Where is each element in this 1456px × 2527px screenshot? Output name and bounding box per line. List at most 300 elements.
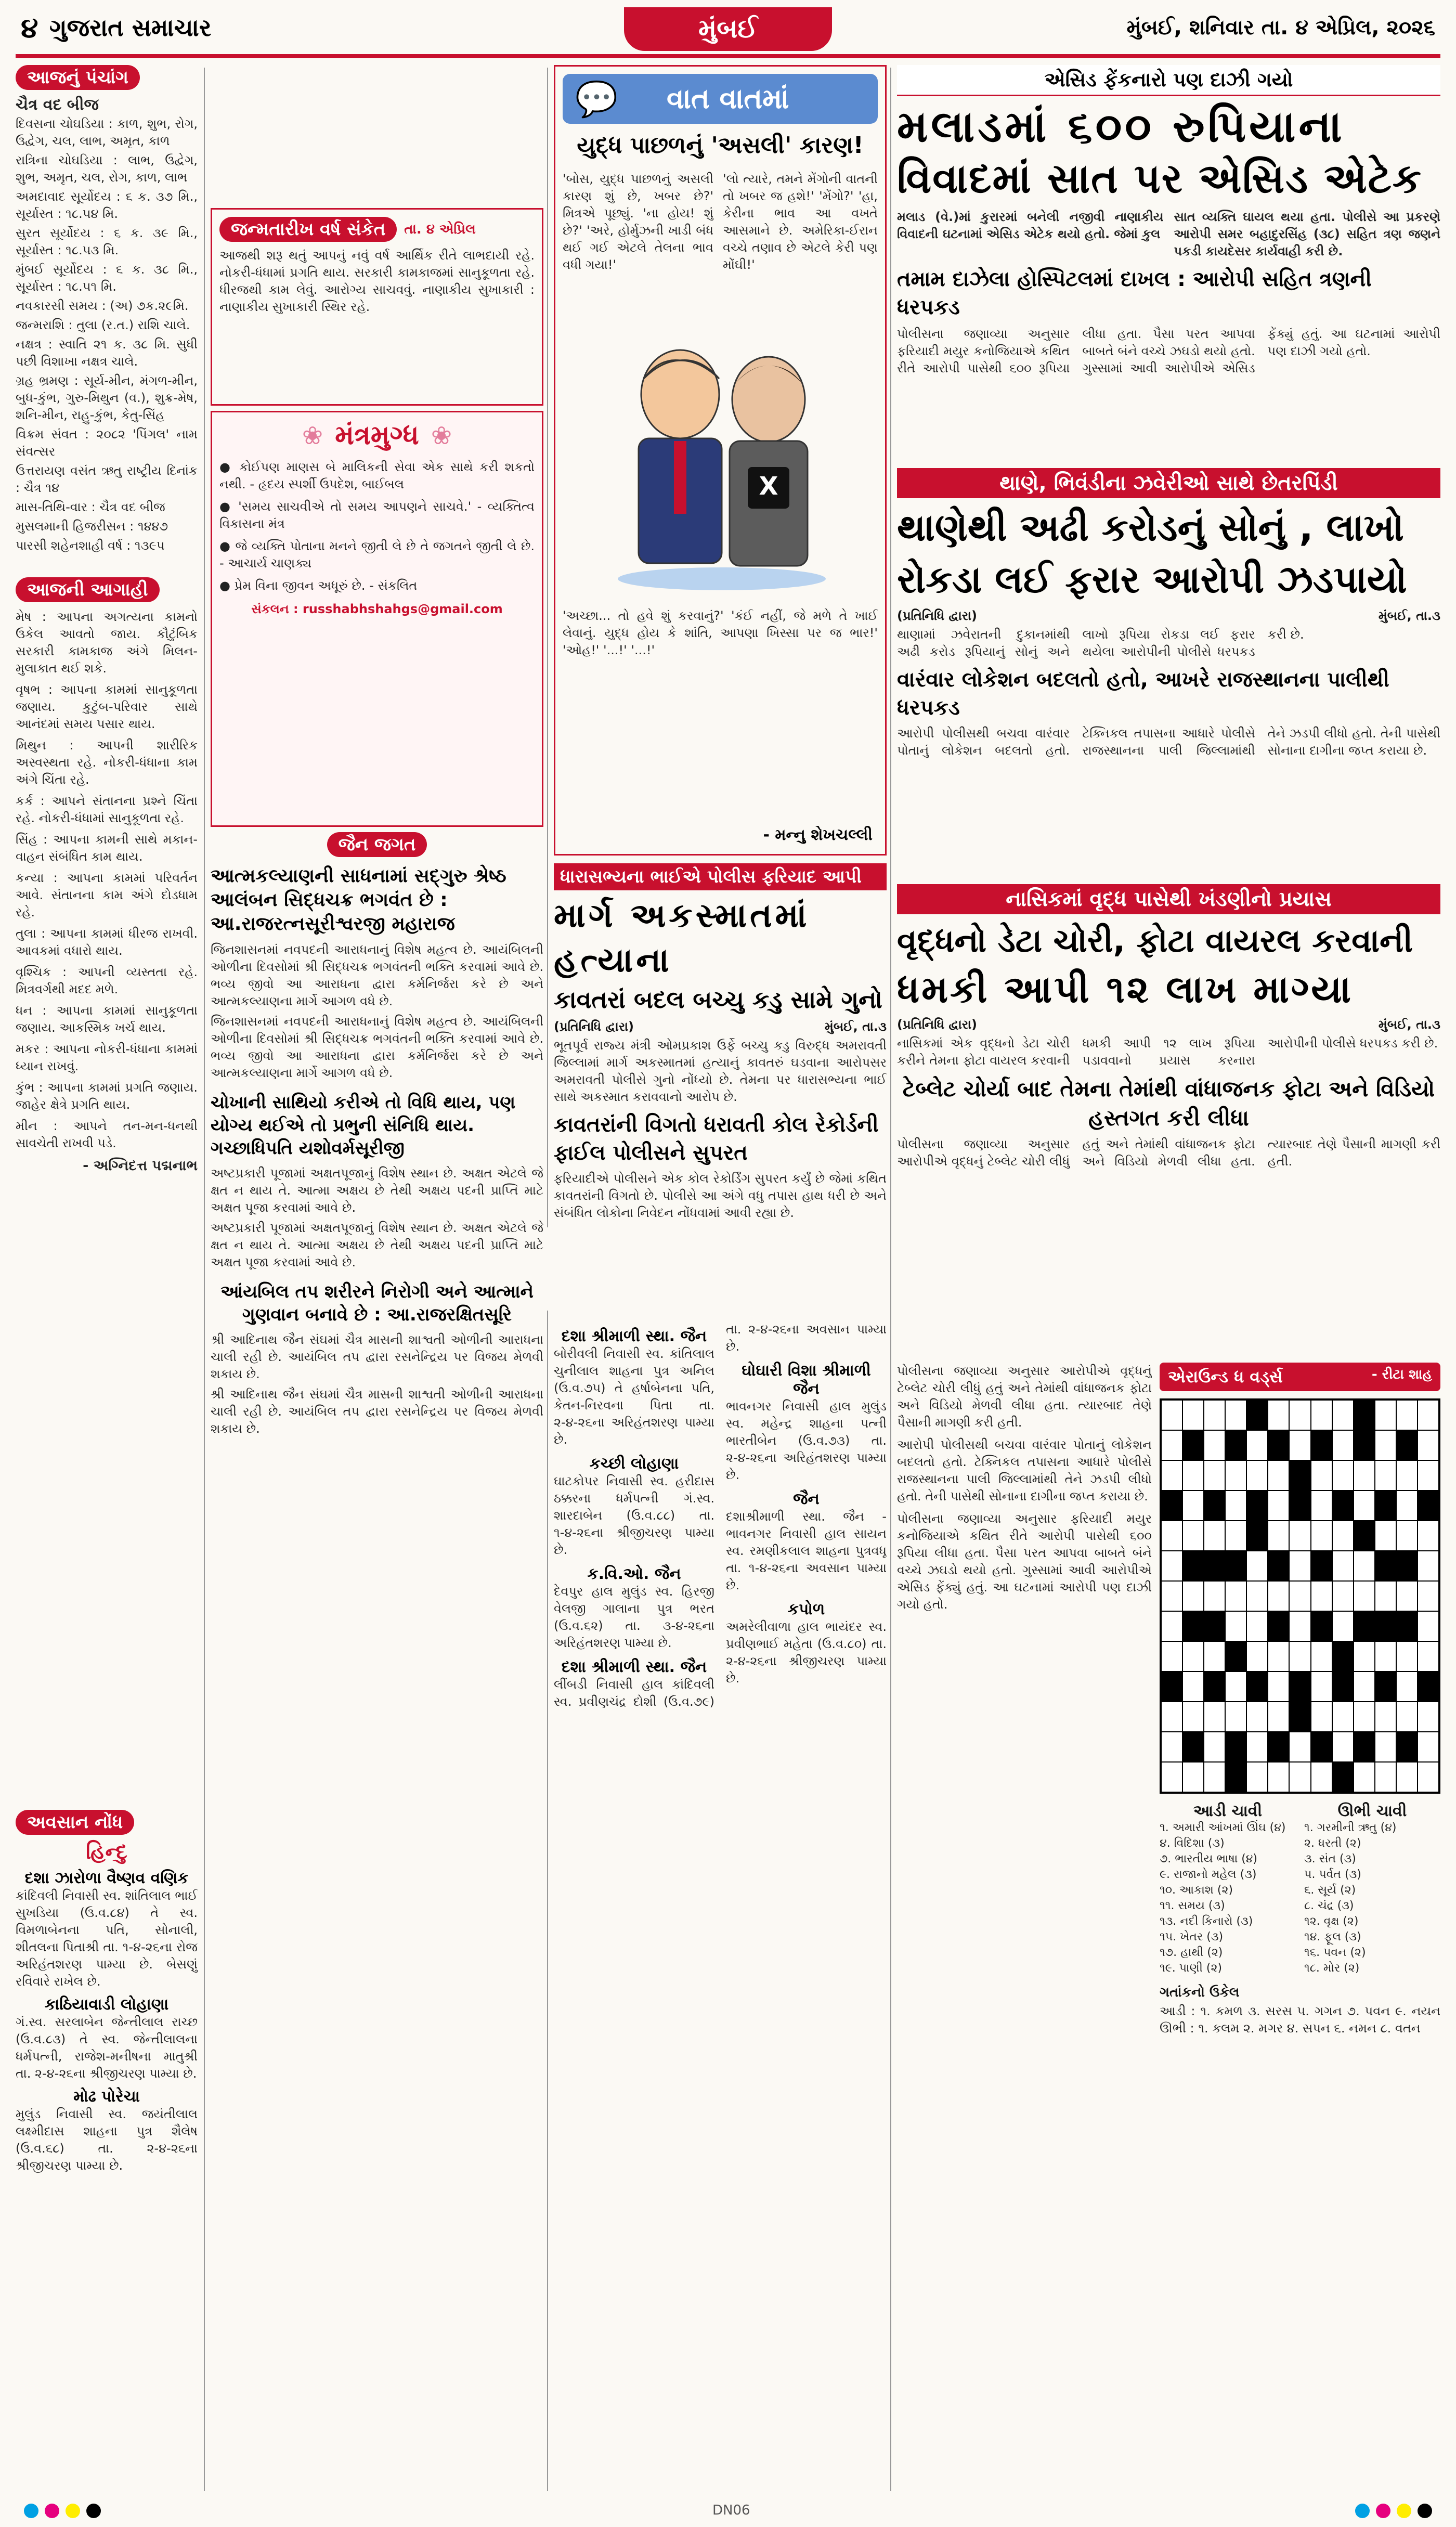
crossword-block (1225, 1430, 1246, 1460)
crossword-header (1160, 1363, 1440, 1391)
crossword-cell[interactable] (1418, 1551, 1439, 1581)
crossword-cell[interactable] (1396, 1460, 1418, 1491)
crossword-answers: આડી : ૧. કમળ ૩. સરસ ૫. ગગન ૭. પવન ૯. નયન ઊભી : ૧. કલમ ૨. મગર ૪. સપન ૬. નમન ૮. વતન (1160, 2004, 1440, 2036)
thane-body: થાણામાં ઝવેરાતની દુકાનમાંથી અઢી કરોડ રૂપિયાનું સોનું અને લાખો રૂપિયા રોકડા લઈ ફરાર થયેલા આરોપીની પોલીસે ધરપકડ કરી છે. (897, 627, 1304, 659)
crossword-block (1182, 1732, 1204, 1762)
thane-headline-2: રોકડા લઈ ફરાર આરોપી ઝડપાયો (897, 558, 1407, 601)
crossword-cell[interactable] (1182, 1521, 1204, 1551)
crossword-cell[interactable] (1354, 1702, 1375, 1732)
crossword-cell[interactable] (1418, 1702, 1439, 1732)
crossword-cell[interactable] (1204, 1581, 1225, 1611)
crossword-cell[interactable] (1161, 1732, 1182, 1762)
thane-headline-1: થાણેથી અઢી કરોડનું સોનું , લાખો (897, 506, 1404, 549)
across-title: આડી ચાવી (1193, 1802, 1263, 1820)
crossword-block (1225, 1762, 1246, 1792)
across-clue: ૧૯. પાણી (૨) (1160, 1962, 1223, 1975)
crossword-cell[interactable] (1225, 1491, 1246, 1521)
crossword-cell[interactable] (1311, 1702, 1332, 1732)
crossword-cell[interactable] (1375, 1762, 1396, 1792)
aagahi-author: - અગ્નિદત્ત પદ્મનાભ (83, 1158, 198, 1174)
marg-sub: કાવતરાંની વિગતો ધરાવતી કોલ રેકોર્ડની ફાઈલ પોલીસને સુપરત (554, 1113, 879, 1165)
crossword-block (1311, 1611, 1332, 1641)
acid-lead-left: મલાડ (વે.)માં કુરારમાં બનેલી નજીવી નાણાકીય વિવાદની ઘટનામાં એસિડ એટેક થયો હતો. જેમાં કુલ (897, 210, 1164, 241)
crossword-cell[interactable] (1204, 1641, 1225, 1671)
crossword-cell[interactable] (1204, 1762, 1225, 1792)
crossword-cell[interactable] (1204, 1460, 1225, 1491)
down-clue: ૧૪. ફૂલ (૩) (1304, 1930, 1361, 1943)
crossword-block (1396, 1611, 1418, 1641)
obituary-body: અમરેલીવાળા હાલ ભાયંદર સ્વ. પ્રવીણભાઈ મહેતા (ઉ.વ.૮૦) તા. ૨-૪-૨૬ના શ્રીજીચરણ પામ્યા છે. (726, 1619, 887, 1686)
obituary-title: અવસાન નોંધ (16, 1810, 134, 1835)
crossword-cell[interactable] (1311, 1641, 1332, 1671)
jain-body-3b: શ્રી આદિનાથ જૈન સંઘમાં ચૈત્ર માસની શાશ્વતી ઓળીની આરાધના ચાલી રહી છે. આયંબિલ તપ દ્વારા રસનેન્દ્રિય પર વિજય મેળવી શકાય છે. (211, 1387, 543, 1436)
crossword-cell[interactable] (1161, 1521, 1182, 1551)
crossword-cell[interactable] (1354, 1581, 1375, 1611)
crossword-cell[interactable] (1332, 1400, 1354, 1430)
obituary-head: દશા શ્રીમાળી સ્થા. જૈન (561, 1327, 707, 1345)
crossword-cell[interactable] (1396, 1521, 1418, 1551)
crossword-cell[interactable] (1246, 1732, 1268, 1762)
obituary-body: બોરીવલી નિવાસી સ્વ. કાંતિલાલ ચુનીલાલ શાહના પુત્ર અનિલ (ઉ.વ.૭૫) તે હર્ષાબેનના પતિ, કેતન-નિરવના પિતા તા. ૨-૪-૨૬ના અરિહંતશરણ પામ્યા છે. (554, 1346, 714, 1447)
down-clue: ૧. ગરમીની ઋતુ (૪) (1304, 1821, 1397, 1834)
crossword-cell[interactable] (1332, 1460, 1354, 1491)
acid-headline-1: મલાડમાં ૬૦૦ રુપિયાના (897, 101, 1345, 152)
crossword-cell[interactable] (1204, 1521, 1225, 1551)
rashi-item: વૃશ્ચિક : આપની વ્યસ્તતા રહે. મિત્રવર્ગથી મદદ મળે. (16, 965, 198, 996)
page-number: ૪ (21, 11, 38, 44)
vaat-col3: 'અચ્છા... તો હવે શું કરવાનું?' 'કંઈ નહીં, જે મળે તે ખાઈ લેવાનું. યુદ્ધ હોય કે શાંતિ, આપણા ખિસ્સા પર જ ભાર!' 'ઓહ!' '...!' '...!' (563, 608, 878, 657)
crossword-cell[interactable] (1418, 1430, 1439, 1460)
thane-source: (પ્રતિનિધિ દ્વારા) (897, 608, 978, 623)
panchang-line: સુરત સૂર્યોદય : ૬ ક. ૩૯ મિ., સૂર્યાસ્ત : ૧૮.૫૩ મિ. (16, 226, 198, 257)
crossword-cell[interactable] (1289, 1641, 1310, 1671)
crossword-cell[interactable] (1161, 1400, 1182, 1430)
crossword-block (1225, 1641, 1246, 1671)
crossword-cell[interactable] (1311, 1671, 1332, 1702)
crossword-cell[interactable] (1182, 1671, 1204, 1702)
across-clue: ૧૧. સમય (૩) (1160, 1899, 1225, 1912)
crossword-cell[interactable] (1268, 1762, 1289, 1792)
crossword-block (1268, 1551, 1289, 1581)
crossword-cell[interactable] (1332, 1430, 1354, 1460)
crossword-cell[interactable] (1289, 1521, 1310, 1551)
jain-body-2b: અષ્ટપ્રકારી પૂજામાં અક્ષતપૂજાનું વિશેષ સ્થાન છે. અક્ષત એટલે જે ક્ષત ન થાય તે. આત્મા અક્ષય છે તેથી અક્ષય પદની પ્રાપ્તિ માટે અક્ષત પૂજા કરવામાં આવે છે. (211, 1221, 543, 1269)
vaat-title: વાત વાતમાં (667, 82, 789, 115)
crossword (1160, 1363, 1440, 2491)
acid-article (897, 65, 1440, 460)
panchang-line: જન્મરાશિ : તુલા (ર.ત.) રાશિ ચાલે. (16, 318, 190, 332)
answer-title: ગતાંકનો ઉકેલ (1160, 1985, 1240, 2000)
panchang-line: ઉત્તરાયણ વસંત ઋતુ રાષ્ટ્રીય દિનાંક : ચૈત્ર ૧૪ (16, 463, 198, 495)
crossword-block (1204, 1671, 1225, 1702)
down-clue: ૧૮. મોર (૨) (1304, 1962, 1360, 1975)
mantra-box (211, 411, 543, 827)
crossword-block (1396, 1551, 1418, 1581)
crossword-cell[interactable] (1289, 1762, 1310, 1792)
janmadin-box (211, 208, 543, 406)
marg-source: (પ્રતિનિધિ દ્વારા) (554, 1019, 634, 1034)
obituary-head: જૈન (793, 1490, 820, 1508)
marg-body-2: ફરિયાદીએ પોલીસને એક કોલ રેકોર્ડિંગ સુપરત કર્યું છે જેમાં કથિત કાવતરાંની વિગતો છે. પોલીસે આ અંગે વધુ તપાસ હાથ ધરી છે અને સંબંધિત લોકોના નિવેદન નોંધવામાં આવી રહ્યા છે. (554, 1171, 887, 1220)
crossword-cell[interactable] (1375, 1702, 1396, 1732)
crossword-cell[interactable] (1332, 1521, 1354, 1551)
obituary-body: દેવપુર હાલ મુલુંડ સ્વ. હિરજી વેલજી ગાલાના પુત્ર ભરત (ઉ.વ.૬૨) તા. ૩-૪-૨૬ના અરિહંતશરણ પામ્યા છે. (554, 1584, 714, 1650)
across-clues (1160, 1820, 1296, 1976)
crossword-cell[interactable] (1225, 1521, 1246, 1551)
crossword-block (1354, 1430, 1375, 1460)
jain-body-1: જિનશાસનમાં નવપદની આરાધનાનું વિશેષ મહત્વ છે. આયંબિલની ઓળીના દિવસોમાં શ્રી સિદ્ધચક્ર ભગવંતની ભક્તિ કરવામાં આવે છે. ભવ્ય જીવો આ આરાધના દ્વારા કર્મનિર્જરા કરે છે અને આત્મકલ્યાણના માર્ગે આગળ વધે છે. (211, 942, 543, 1008)
nashik-body-cont: પોલીસના જણાવ્યા અનુસાર આરોપીએ વૃદ્ધનું ટેબ્લેટ ચોરી લીધું હતું અને તેમાંથી વાંધાજનક ફોટા અને વિડિયો મેળવી લીધા હતા. ત્યારબાદ તેણે પૈસાની માગણી કરી હતી. (897, 1364, 1152, 1430)
crossword-block (1418, 1671, 1439, 1702)
crossword-cell[interactable] (1418, 1400, 1439, 1430)
crossword-cell[interactable] (1246, 1581, 1268, 1611)
acid-body: પોલીસના જણાવ્યા અનુસાર ફરિયાદી મયુર કનોજિયાએ કથિત રીતે આરોપી પાસેથી ૬૦૦ રૂપિયા લીધા હતા. પૈસા પરત આપવા બાબતે બંને વચ્ચે ઝઘડો થયો હતો. ગુસ્સામાં આવી આરોપીએ એસિડ ફેંક્યું હતું. આ ઘટનામાં આરોપી પણ દાઝી ગયો હતો. (897, 327, 1440, 375)
crossword-cell[interactable] (1289, 1732, 1310, 1762)
crossword-cell[interactable] (1161, 1641, 1182, 1671)
jain-headline-3: આંયબિલ તપ શરીરને નિરોગી અને આત્માને ગુણવાન બનાવે છે : આ.રાજરક્ષિતસૂરિ (220, 1281, 534, 1325)
crossword-block (1418, 1491, 1439, 1521)
crossword-cell[interactable] (1182, 1460, 1204, 1491)
crossword-block (1354, 1732, 1375, 1762)
crossword-cell[interactable] (1354, 1671, 1375, 1702)
crossword-block (1246, 1521, 1268, 1551)
down-clues (1304, 1820, 1440, 1976)
crossword-cell[interactable] (1375, 1581, 1396, 1611)
crossword-cell[interactable] (1246, 1611, 1268, 1641)
obituary-head: દશા શ્રીમાળી સ્થા. જૈન (561, 1658, 707, 1676)
crossword-cell[interactable] (1161, 1460, 1182, 1491)
panchang-title: આજનું પંચાંગ (16, 65, 140, 90)
crossword-cell[interactable] (1354, 1491, 1375, 1521)
crossword-cell[interactable] (1268, 1521, 1289, 1551)
obituary-head: કચ્છી લોહાણા (589, 1455, 679, 1473)
vaat-col2: 'લો ત્યારે, તમને મેંગોની વાતની તો ખબર જ હશે!' 'મેંગો?' 'હા, કેરીના ભાવ આ વખતે આસમાને છે. અમેરિકા-ઈરાન વચ્ચે તણાવ છે એટલે કેરી પણ મોંઘી!' (723, 172, 878, 272)
crossword-block (1375, 1671, 1396, 1702)
speech-icon: 💬 (575, 79, 618, 119)
crossword-author: - રીટા શાહ (1371, 1367, 1432, 1382)
thane-body-cont: આરોપી પોલીસથી બચવા વારંવાર પોતાનું લોકેશન બદલતો હતો. ટેક્નિકલ તપાસના આધારે પોલીસે રાજસ્થાનના પાલી જિલ્લામાંથી તેને ઝડપી લીધો હતો. તેની પાસેથી સોનાના દાગીના જપ્ત કરાયા છે. (897, 1437, 1152, 1504)
crossword-cell[interactable] (1418, 1460, 1439, 1491)
jain-section (211, 832, 543, 2491)
marg-body: ભૂતપૂર્વ રાજ્ય મંત્રી ઓમપ્રકાશ ઉર્ફે બચ્ચુ કડુ વિરુદ્ધ અમરાવતી જિલ્લામાં માર્ગ અકસ્માતમાં હત્યાનું કાવતરું ઘડવાના આરોપસર અમરાવતી પોલીસે ગુનો નોંધ્યો છે. તેમના પર ધારાસભ્યના ભાઈ સાથે અકસ્માત કરાવવાનો આરોપ છે. (554, 1038, 887, 1104)
thane-article (897, 468, 1440, 874)
obituary-head: ક.વિ.ઓ. જૈન (587, 1565, 681, 1583)
across-clue: ૧. અમારી આંખમાં ઊંઘ (૪) (1160, 1821, 1286, 1834)
crossword-cell[interactable] (1311, 1400, 1332, 1430)
crossword-cell[interactable] (1268, 1460, 1289, 1491)
marg-article (554, 863, 887, 1227)
crossword-cell[interactable] (1225, 1611, 1246, 1641)
nashik-source: (પ્રતિનિધિ દ્વારા) (897, 1017, 978, 1032)
crossword-block (1204, 1551, 1225, 1581)
nashik-city: મુંબઈ, તા.૩ (1378, 1017, 1440, 1032)
panchang-line: પારસી શહેનશાહી વર્ષ : ૧૩૯૫ (16, 538, 165, 553)
crossword-block (1204, 1491, 1225, 1521)
marg-headline-2: કાવતરાં બદલ બચ્ચુ કડુ સામે ગુનો (554, 986, 882, 1014)
crossword-grid[interactable] (1160, 1398, 1440, 1794)
jain-body-1b: જિનશાસનમાં નવપદની આરાધનાનું વિશેષ મહત્વ છે. આયંબિલની ઓળીના દિવસોમાં શ્રી સિદ્ધચક્ર ભગવંતની ભક્તિ કરવામાં આવે છે. ભવ્ય જીવો આ આરાધના દ્વારા કર્મનિર્જરા કરે છે અને આત્મકલ્યાણના માર્ગે આગળ વધે છે. (211, 1014, 543, 1080)
crossword-cell[interactable] (1246, 1702, 1268, 1732)
crossword-cell[interactable] (1354, 1551, 1375, 1581)
across-clue: ૧૫. ખેતર (૩) (1160, 1930, 1224, 1943)
lotus-icon: ❀ (302, 421, 323, 450)
crossword-cell[interactable] (1418, 1581, 1439, 1611)
mantra-title: મંત્રમુગ્ધ (335, 420, 419, 451)
crossword-cell[interactable] (1161, 1611, 1182, 1641)
crossword-cell[interactable] (1204, 1400, 1225, 1430)
across-clue: ૧૦. આકાશ (૨) (1160, 1884, 1233, 1897)
crossword-block (1182, 1551, 1204, 1581)
thane-body-2: આરોપી પોલીસથી બચવા વારંવાર પોતાનું લોકેશન બદલતો હતો. ટેક્નિકલ તપાસના આધારે પોલીસે રાજસ્થાનના પાલી જિલ્લામાંથી તેને ઝડપી લીધો હતો. તેની પાસેથી સોનાના દાગીના જપ્ત કરાયા છે. (897, 726, 1440, 758)
jain-body-2: અષ્ટપ્રકારી પૂજામાં અક્ષતપૂજાનું વિશેષ સ્થાન છે. અક્ષત એટલે જે ક્ષત ન થાય તે. આત્મા અક્ષય છે તેથી અક્ષય પદની પ્રાપ્તિ માટે અક્ષત પૂજા કરવામાં આવે છે. (211, 1166, 543, 1215)
obituary-head: મોઢ પોરેચા (73, 2088, 140, 2106)
crossword-cell[interactable] (1332, 1732, 1354, 1762)
crossword-cell[interactable] (1204, 1430, 1225, 1460)
vaat-banner (563, 74, 878, 124)
acid-sub: તમામ દાઝેલા હોસ્પિટલમાં દાખલ : આરોપી સહિત ત્રણની ધરપકડ (897, 267, 1372, 319)
obituary-head: કાઠિયાવાડી લોહાણા (44, 1995, 169, 2014)
crossword-cell[interactable] (1289, 1611, 1310, 1641)
crossword-block (1354, 1400, 1375, 1430)
panchang-line: મુસલમાની હિજરીસન : ૧૪૪૭ (16, 519, 168, 534)
cartoon-illustration (602, 337, 841, 597)
panchang (16, 65, 198, 575)
crossword-cell[interactable] (1182, 1491, 1204, 1521)
crossword-cell[interactable] (1311, 1581, 1332, 1611)
crossword-cell[interactable] (1289, 1400, 1310, 1430)
crossword-cell[interactable] (1375, 1732, 1396, 1762)
crossword-block (1182, 1430, 1204, 1460)
crossword-cell[interactable] (1161, 1551, 1182, 1581)
down-clue: ૫. પર્વત (૩) (1304, 1868, 1361, 1881)
crossword-cell[interactable] (1375, 1460, 1396, 1491)
crossword-cell[interactable] (1375, 1400, 1396, 1430)
crossword-cell[interactable] (1418, 1521, 1439, 1551)
svg-text:X: X (759, 472, 778, 501)
crossword-cell[interactable] (1375, 1430, 1396, 1460)
obituary-list-mid (554, 1321, 887, 2491)
obituary-body: ગં.સ્વ. સરલાબેન જેન્તીલાલ રાચ્છ (ઉ.વ.૮૩) તે સ્વ. જેન્તીલાલના ધર્મપત્ની, રાજેશ-મનીષના માતુશ્રી તા. ૨-૪-૨૬ના શ્રીજીચરણ પામ્યા છે. (16, 2015, 198, 2081)
crossword-block (1161, 1491, 1182, 1521)
aagahi (16, 577, 198, 1805)
footer-code: DN06 (712, 2503, 750, 2518)
janmadin-date: તા. ૪ એપ્રિલ (404, 221, 476, 237)
crossword-cell[interactable] (1268, 1581, 1289, 1611)
crossword-cell[interactable] (1418, 1762, 1439, 1792)
crossword-cell[interactable] (1225, 1671, 1246, 1702)
crossword-cell[interactable] (1396, 1581, 1418, 1611)
vaat-box (554, 65, 887, 856)
crossword-cell[interactable] (1246, 1460, 1268, 1491)
aagahi-items (16, 608, 198, 1152)
crossword-cell[interactable] (1204, 1702, 1225, 1732)
panchang-lines (16, 96, 198, 554)
section-title (624, 7, 832, 51)
color-registration-right (1352, 2504, 1435, 2520)
obituary-entries (16, 1869, 198, 2174)
crossword-block (1225, 1551, 1246, 1581)
thane-kicker: થાણે, ભિવંડીના ઝવેરીઓ સાથે છેતરપિંડી (897, 468, 1440, 498)
crossword-cell[interactable] (1225, 1702, 1246, 1732)
crossword-cell[interactable] (1332, 1611, 1354, 1641)
obituary-community: હિન્દુ (86, 1840, 127, 1864)
crossword-block (1161, 1671, 1182, 1702)
crossword-cell[interactable] (1182, 1762, 1204, 1792)
crossword-cell[interactable] (1246, 1430, 1268, 1460)
obituary-body: લીંબડી નિવાસી હાલ કાંદિવલી સ્વ. પ્રવીણચંદ્ર દોશી (ઉ.વ.૭૯) તા. ૨-૪-૨૬ના અવસાન પામ્યા છે. (554, 1322, 887, 1709)
crossword-cell[interactable] (1182, 1641, 1204, 1671)
acid-headline-2: વિવાદમાં સાત પર એસિડ એટેક (897, 155, 1422, 202)
crossword-cell[interactable] (1332, 1702, 1354, 1732)
crossword-cell[interactable] (1418, 1611, 1439, 1641)
obituary-body: કાંદિવલી નિવાસી સ્વ. શાંતિલાલ ભાઈ સુખડિયા (ઉ.વ.૮૪) તે સ્વ. વિમળાબેનના પતિ, સોનાલી, શીતલના પિતાશ્રી તા. ૧-૪-૨૬ના રોજ અરિહંતશરણ પામ્યા છે. બેસણું રવિવારે રાખેલ છે. (16, 1888, 198, 1989)
crossword-cell[interactable] (1396, 1491, 1418, 1521)
crossword-cell[interactable] (1182, 1581, 1204, 1611)
crossword-cell[interactable] (1182, 1400, 1204, 1430)
down-clue: ૧૬. પવન (૨) (1304, 1946, 1366, 1959)
thane-city: મુંબઈ, તા.૩ (1378, 608, 1440, 623)
rashi-item: મીન : આપને તન-મન-ધનથી સાવચેતી રાખવી પડે. (16, 1119, 198, 1150)
nashik-headline-2: ધમકી આપી ૧૨ લાખ માગ્યા (897, 967, 1353, 1011)
vaat-author: - મન્નુ શેખચલ્લી (763, 826, 873, 844)
crossword-block (1289, 1671, 1310, 1702)
crossword-cell[interactable] (1354, 1762, 1375, 1792)
down-clue: ૮. ચંદ્ર (૩) (1304, 1899, 1354, 1912)
acid-kicker: એસિડ ફેંકનારો પણ દાઝી ગયો (897, 65, 1440, 96)
crossword-cell[interactable] (1268, 1702, 1289, 1732)
lotus-icon: ❀ (431, 421, 452, 450)
crossword-cell[interactable] (1289, 1430, 1310, 1460)
crossword-cell[interactable] (1161, 1581, 1182, 1611)
crossword-cell[interactable] (1311, 1491, 1332, 1521)
crossword-cell[interactable] (1311, 1460, 1332, 1491)
crossword-block (1204, 1611, 1225, 1641)
nashik-article (897, 884, 1440, 1342)
crossword-cell[interactable] (1375, 1641, 1396, 1671)
crossword-cell[interactable] (1225, 1581, 1246, 1611)
crossword-cell[interactable] (1354, 1641, 1375, 1671)
crossword-block (1289, 1702, 1310, 1732)
crossword-block (1268, 1611, 1289, 1641)
crossword-cell[interactable] (1204, 1732, 1225, 1762)
crossword-cell[interactable] (1375, 1521, 1396, 1551)
nashik-sub: ટેબ્લેટ ચોર્યા બાદ તેમના તેમાંથી વાંધાજનક ફોટા અને વિડિયો હસ્તગત કરી લીધા (902, 1076, 1435, 1131)
mantra-quotes (219, 459, 535, 594)
crossword-cell[interactable] (1354, 1460, 1375, 1491)
crossword-cell[interactable] (1289, 1581, 1310, 1611)
panchang-line: વિક્રમ સંવત : ૨૦૮૨ 'પિંગલ' નામ સંવત્સર (16, 427, 198, 459)
marg-city: મુંબઈ, તા.૩ (824, 1019, 887, 1034)
crossword-cell[interactable] (1418, 1641, 1439, 1671)
mantra-credit: સંકલન : russhabhshahgs@gmail.com (251, 602, 503, 616)
crossword-cell[interactable] (1418, 1732, 1439, 1762)
crossword-block (1182, 1611, 1204, 1641)
across-clue: ૪. વિદિશા (૩) (1160, 1837, 1225, 1850)
across-clue: ૧૩. નદી કિનારો (૩) (1160, 1915, 1253, 1928)
crossword-cell[interactable] (1268, 1491, 1289, 1521)
crossword-block (1332, 1491, 1354, 1521)
panchang-line: નક્ષત્ર : સ્વાતિ ૨૧ ક. ૩૮ મિ. સુધી પછી વિશાખા નક્ષત્ર ચાલે. (16, 337, 198, 369)
rashi-item: તુલા : આપના કામમાં ધીરજ રાખવી. આવકમાં વધારો થાય. (16, 926, 198, 958)
crossword-block (1268, 1430, 1289, 1460)
crossword-cell[interactable] (1246, 1551, 1268, 1581)
rashi-item: મેષ : આપના અગત્યના કામનો ઉકેલ આવતો જાય. કૌટુંબિક સરકારી કામકાજ અંગે મિલન-મુલાકાત થઈ શકે. (16, 610, 198, 676)
mantra-quote: ● પ્રેમ વિના જીવન અધૂરું છે. - સંકલિત (219, 578, 418, 593)
crossword-block (1311, 1430, 1332, 1460)
crossword-cell[interactable] (1396, 1702, 1418, 1732)
panchang-line: માસ-તિથિ-વાર : ચૈત્ર વદ બીજ (16, 500, 165, 514)
crossword-block (1354, 1611, 1375, 1641)
obituary (16, 1810, 198, 2491)
nashik-headline-1: વૃદ્ધનો ડેટા ચોરી, ફોટા વાયરલ કરવાની (897, 922, 1413, 960)
marg-headline-1: માર્ગ અકસ્માતમાં હત્યાના (554, 897, 810, 980)
crossword-cell[interactable] (1289, 1551, 1310, 1581)
crossword-block (1375, 1611, 1396, 1641)
crossword-cell[interactable] (1161, 1430, 1182, 1460)
crossword-cell[interactable] (1161, 1762, 1182, 1792)
crossword-block (1375, 1491, 1396, 1521)
rashi-item: કન્યા : આપના કામમાં પરિવર્તન આવે. સંતાનના કામ અંગે દોડધામ રહે. (16, 871, 198, 919)
crossword-cell[interactable] (1332, 1581, 1354, 1611)
crossword-cell[interactable] (1332, 1551, 1354, 1581)
crossword-cell[interactable] (1182, 1702, 1204, 1732)
aagahi-title: આજની આગાહી (16, 577, 160, 602)
crossword-block (1246, 1671, 1268, 1702)
panchang-line: અમદાવાદ સૂર્યોદય : ૬ ક. ૩૭ મિ., સૂર્યાસ્ત : ૧૮.૫૪ મિ. (16, 189, 198, 221)
mantra-quote: ● 'સમય સાચવીએ તો સમય આપણને સાચવે.' - વ્યક્તિત્વ વિકાસના મંત્ર (219, 499, 535, 531)
crossword-cell[interactable] (1268, 1641, 1289, 1671)
rashi-item: કુંભ : આપના કામમાં પ્રગતિ જણાય. જાહેર ક્ષેત્રે પ્રગતિ થાય. (16, 1080, 198, 1112)
obituary-body: દશાશ્રીમાળી સ્થા. જૈન - ભાવનગર નિવાસી હાલ સાયન સ્વ. રમણીકલાલ શાહના પુત્રવધૂ તા. ૧-૪-૨૬ના અવસાન પામ્યા છે. (726, 1509, 887, 1592)
crossword-cell[interactable] (1225, 1400, 1246, 1430)
obituary-head: ઘોઘારી વિશા શ્રીમાળી જૈન (742, 1362, 871, 1398)
panchang-line: નવકારસી સમય : (અ) ૭ક.૨૯મિ. (16, 299, 189, 313)
panchang-line: ગ્રહ ભ્રમણ : સૂર્ય-મીન, મંગળ-મીન, બુધ-કુંભ, ગુરુ-મિથુન (વ.), શુક્ર-મેષ, શનિ-મીન, રાહુ-કુંભ, કેતુ-સિંહ (16, 373, 198, 422)
obituary-head: દશા ઝારોળા વૈષ્ણવ વણિક (24, 1869, 189, 1887)
crossword-block (1289, 1460, 1310, 1491)
crossword-cell[interactable] (1161, 1702, 1182, 1732)
crossword-cell[interactable] (1396, 1400, 1418, 1430)
crossword-cell[interactable] (1246, 1762, 1268, 1792)
crossword-cell[interactable] (1311, 1521, 1332, 1551)
crossword-block (1332, 1671, 1354, 1702)
crossword-cell[interactable] (1396, 1641, 1418, 1671)
across-clue: ૯. રાજાનો મહેલ (૩) (1160, 1868, 1257, 1881)
panchang-line: રાત્રિના ચોઘડિયા : લાભ, ઉદ્વેગ, શુભ, અમૃત, ચલ, રોગ, કાળ, લાભ (16, 153, 198, 185)
crossword-cell[interactable] (1246, 1641, 1268, 1671)
crossword-cell[interactable] (1268, 1671, 1289, 1702)
crossword-block (1246, 1400, 1268, 1430)
crossword-cell[interactable] (1396, 1671, 1418, 1702)
crossword-cell[interactable] (1396, 1762, 1418, 1792)
crossword-block (1311, 1551, 1332, 1581)
jain-title: જૈન જગત (327, 832, 427, 857)
crossword-cell[interactable] (1268, 1400, 1289, 1430)
crossword-block (1396, 1430, 1418, 1460)
masthead (0, 0, 1456, 55)
crossword-cell[interactable] (1225, 1460, 1246, 1491)
nashik-body: નાસિકમાં એક વૃદ્ધનો ડેટા ચોરી કરીને તેમના ફોટા વાયરલ કરવાની ધમકી આપી ૧૨ લાખ રૂપિયા પડાવવાનો પ્રયાસ કરનારા આરોપીની પોલીસે ધરપકડ કરી છે. (897, 1036, 1438, 1068)
nashik-kicker: નાસિકમાં વૃદ્ધ પાસેથી ખંડણીનો પ્રયાસ (897, 884, 1440, 914)
rashi-item: મકર : આપના નોકરી-ધંધાના કામમાં ધ્યાન રાખવું. (16, 1042, 198, 1073)
across-clue: ૭. ભારતીય ભાષા (૪) (1160, 1852, 1258, 1865)
jain-headline-2: ચોખાની સાથિયો કરીએ તો વિધિ થાય, પણ યોગ્ય થઈએ તો પ્રભુની સંનિધિ થાય. ગચ્છાધિપતિ યશોવર્મસૂરીજી (211, 1092, 516, 1159)
crossword-cell[interactable] (1311, 1762, 1332, 1792)
obituary-body: ભાવનગર નિવાસી હાલ મુલુંડ સ્વ. મહેન્દ્ર શાહના પત્ની ભારતીબેન (ઉ.વ.૭૩) તા. ૨-૪-૨૬ના અરિહંતશરણ પામ્યા છે. (726, 1399, 887, 1482)
vaat-headline: યુદ્ધ પાછળનું 'અસલી' કારણ! (577, 132, 864, 159)
masthead-rule (16, 54, 1440, 58)
acid-body-cont: પોલીસના જણાવ્યા અનુસાર ફરિયાદી મયુર કનોજિયાએ કથિત રીતે આરોપી પાસેથી ૬૦૦ રૂપિયા લીધા હતા. પૈસા પરત આપવા બાબતે બંને વચ્ચે ઝઘડો થયો હતો. ગુસ્સામાં આવી આરોપીએ એસિડ ફેંક્યું હતું. આ ઘટનામાં આરોપી પણ દાઝી ગયો હતો. (897, 1511, 1152, 1612)
